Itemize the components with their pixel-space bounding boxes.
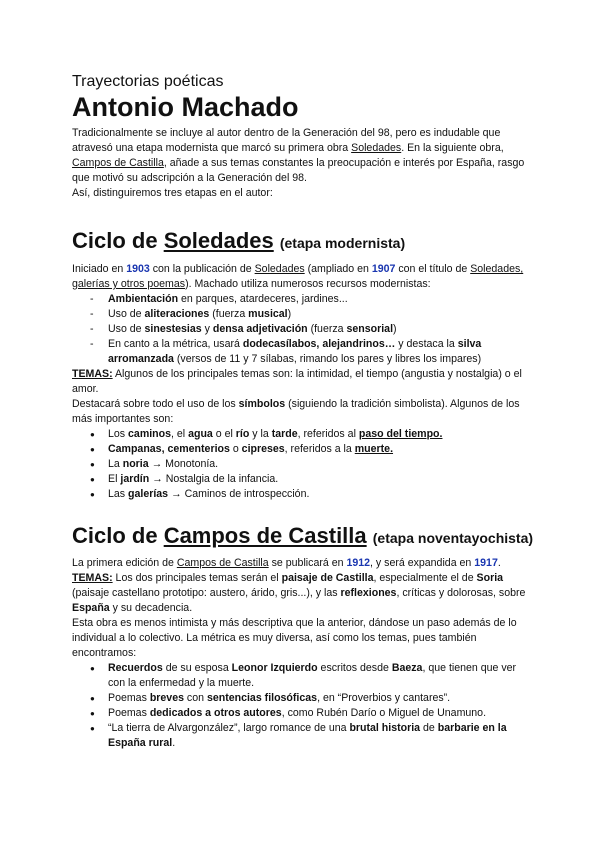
list-item: ● Poemas dedicados a otros autores, como Rubén Darío o Miguel de Unamuno. [72,706,532,721]
list-item: ● Poemas breves con sentencias filosóficas, en “Proverbios y cantares”. [72,691,532,706]
intro-paragraph-2: Así, distinguiremos tres etapas en el autor: [72,187,273,199]
section2-temas: TEMAS: Los dos principales temas serán el paisaje de Castilla, especialmente el de Soria (paisaje castellano prototipo: austero, árido, gris...), y las reflexiones, críticas y dolorosas, sobre España y su decadencia. [72,572,526,614]
list-item: ● Recuerdos de su esposa Leonor Izquierdo escritos desde Baeza, que tienen que ver con la enfermedad y la muerte. [72,661,532,691]
page-title: Antonio Machado [72,92,299,122]
work-link-campos: Campos de Castilla [72,157,164,169]
section1-intro: Iniciado en 1903 con la publicación de Soledades (ampliado en 1907 con el título de Soledades, galerías y otros poemas). Machado utiliza numerosos recursos modernistas: [72,263,524,290]
section-heading-soledades: Ciclo de Soledades (etapa modernista) [72,228,406,253]
work-link-soledades: Soledades [351,142,402,154]
list-item: - En canto a la métrica, usará dodecasílabos, alejandrinos… y destaca la silva arromanzada (versos de 11 y 7 sílabas, rimando los pares y libres los impares) [72,337,532,367]
list-item: - Uso de sinestesias y densa adjetivación (fuerza sensorial) [72,322,532,337]
themes-list [72,661,532,751]
document-page [72,72,532,751]
list-item: - Ambientación en parques, atardeceres, jardines... [72,292,532,307]
section-heading-campos: Ciclo de Campos de Castilla (etapa noventayochista) [72,523,534,548]
section2-paragraph: Esta obra es menos intimista y más descriptiva que la anterior, dándose un paso además de lo individual a lo colectivo. La métrica es muy diversa, así como los temas, pues también encontramos: [72,617,517,659]
section1-temas: TEMAS: Algunos de los principales temas son: la intimidad, el tiempo (angustia y nostalgia) o el amor. [72,368,522,395]
list-item: - Uso de aliteraciones (fuerza musical) [72,307,532,322]
section2-intro: La primera edición de Campos de Castilla se publicará en 1912, y será expandida en 1917. [72,557,501,569]
symbols-list [72,427,532,502]
list-item: ● “La tierra de Alvargonzález”, largo romance de una brutal historia de barbarie en la España rural. [72,721,532,751]
list-item: ● Las galerías → Caminos de introspección. [72,487,532,502]
list-item: ● Los caminos, el agua o el río y la tarde, referidos al paso del tiempo. [72,427,532,442]
page-kicker: Trayectorias poéticas [72,73,224,90]
section1-symbols: Destacará sobre todo el uso de los símbolos (siguiendo la tradición simbolista). Algunos de los más importantes son: [72,398,520,425]
modernist-resources-list [72,292,532,367]
list-item: ● La noria → Monotonía. [72,457,532,472]
list-item: ● Campanas, cementerios o cipreses, referidos a la muerte. [72,442,532,457]
list-item: ● El jardín → Nostalgia de la infancia. [72,472,532,487]
intro-paragraph: Tradicionalmente se incluye al autor dentro de la Generación del 98, pero es indudable que atravesó una etapa modernista que marcó su primera obra Soledades. En la siguiente obra, Campos de Castilla, añade a sus temas constantes la preocupación e interés por España, rasgo que motivó su adscripción a la Generación del 98. [72,127,525,184]
